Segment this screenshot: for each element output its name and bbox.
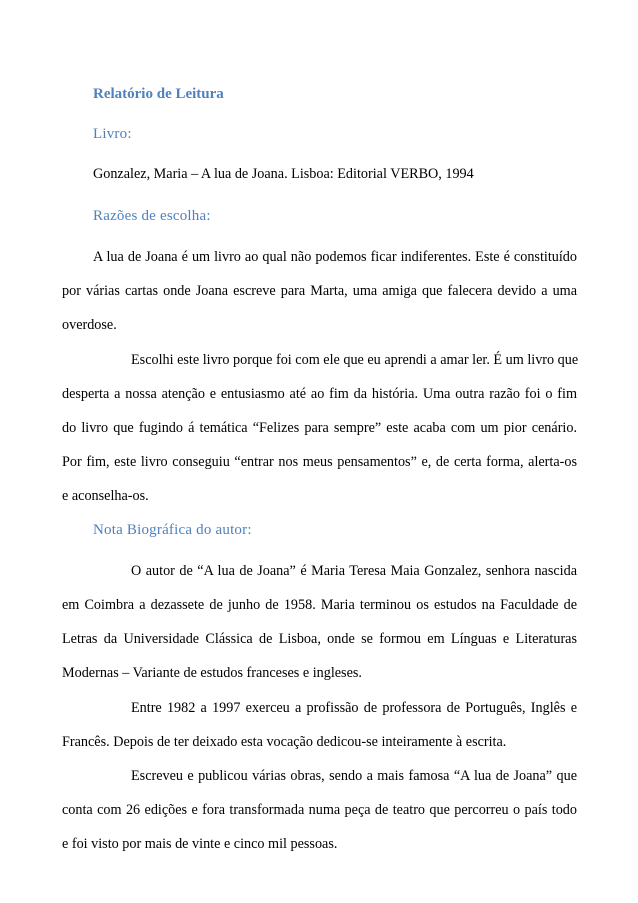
document-title: Relatório de Leitura [93, 86, 224, 102]
paragraph-line: do livro que fugindo á temática “Felizes para sempre” este acaba com um pior cenário. [62, 420, 577, 436]
paragraph-line: Entre 1982 a 1997 exerceu a profissão de professora de Português, Inglês e [131, 700, 577, 716]
paragraph-line: O autor de “A lua de Joana” é Maria Teresa Maia Gonzalez, senhora nascida [131, 563, 577, 579]
bio-heading: Nota Biográfica do autor: [93, 522, 252, 538]
paragraph-line: Francês. Depois de ter deixado esta vocação dedicou-se inteiramente à escrita. [62, 734, 507, 750]
paragraph-line: em Coimbra a dezassete de junho de 1958. Maria terminou os estudos na Faculdade de [62, 597, 577, 613]
paragraph-line: conta com 26 edições e fora transformada numa peça de teatro que percorreu o país todo [62, 802, 577, 818]
paragraph-line: Por fim, este livro conseguiu “entrar nos meus pensamentos” e, de certa forma, alerta-os [62, 454, 577, 470]
paragraph-line: overdose. [62, 317, 117, 333]
paragraph-line: A lua de Joana é um livro ao qual não podemos ficar indiferentes. Este é constituído [93, 249, 577, 265]
paragraph-line: Escolhi este livro porque foi com ele que eu aprendi a amar ler. É um livro que [131, 352, 579, 368]
paragraph-line: Letras da Universidade Clássica de Lisboa, onde se formou em Línguas e Literaturas [62, 631, 577, 647]
paragraph-line: e aconselha-os. [62, 488, 149, 504]
reasons-heading: Razões de escolha: [93, 208, 211, 224]
paragraph-line: Modernas – Variante de estudos franceses e ingleses. [62, 665, 362, 681]
book-reference: Gonzalez, Maria – A lua de Joana. Lisboa: Editorial VERBO, 1994 [93, 166, 474, 182]
paragraph-line: desperta a nossa atenção e entusiasmo até ao fim da história. Uma outra razão foi o fim [62, 386, 577, 402]
paragraph-line: Escreveu e publicou várias obras, sendo a mais famosa “A lua de Joana” que [131, 768, 577, 784]
book-heading: Livro: [93, 126, 132, 142]
paragraph-line: por várias cartas onde Joana escreve para Marta, uma amiga que falecera devido a uma [62, 283, 577, 299]
paragraph-line: e foi visto por mais de vinte e cinco mil pessoas. [62, 836, 338, 852]
